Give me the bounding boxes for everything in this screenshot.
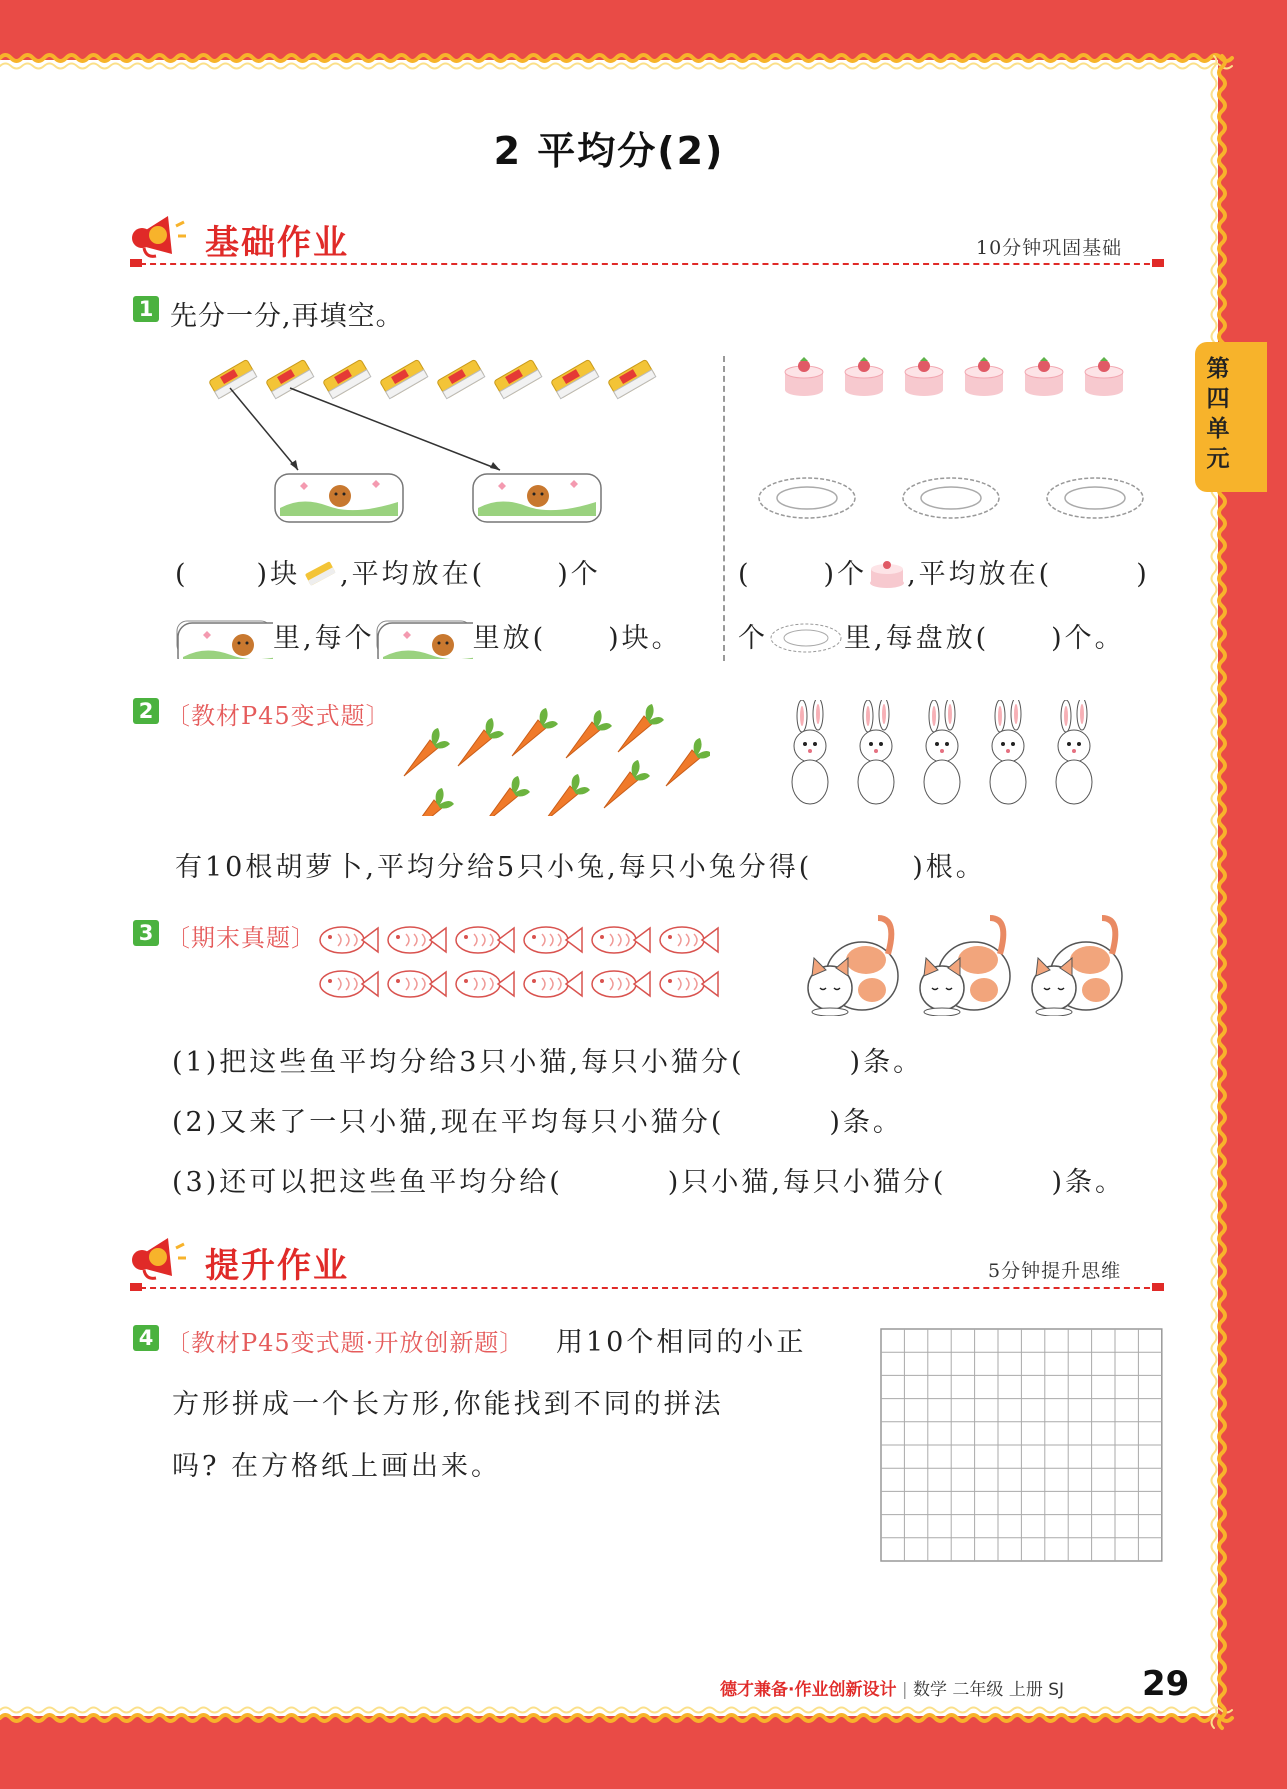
plates-row — [757, 474, 1157, 524]
fish-icon — [660, 971, 718, 997]
q2-question: 有10根胡萝卜,平均分给5只小兔,每只小兔分得( )根。 — [175, 852, 986, 883]
carrot-icon — [566, 710, 612, 758]
divider-end-right — [1152, 259, 1164, 267]
cake-icon — [785, 357, 823, 396]
carrot-icon — [512, 708, 558, 756]
carrots-group — [390, 696, 710, 816]
rabbits-row — [780, 700, 1110, 810]
eraser-icon — [551, 359, 599, 398]
fish-icon — [592, 971, 650, 997]
q3-source-tag: 〔期末真题〕 — [166, 924, 316, 952]
cat-icon — [1032, 918, 1122, 1016]
eraser-icon — [608, 359, 656, 398]
eraser-inline-icon — [300, 557, 340, 587]
fish-icon — [388, 927, 446, 953]
footer-brand: 德才兼备·作业创新设计 — [720, 1680, 897, 1700]
q3-part2: (2)又来了一只小猫,现在平均每只小猫分( )条。 — [172, 1107, 903, 1138]
q4-source-tag: 〔教材P45变式题·开放创新题〕 — [166, 1329, 525, 1357]
megaphone-icon-2 — [128, 1232, 188, 1282]
divider2-end-left — [130, 1283, 142, 1291]
footer-book-info: 数学 二年级 上册 SJ — [913, 1680, 1065, 1700]
plate-inline-icon — [768, 621, 844, 655]
carrot-icon — [458, 718, 504, 766]
rabbit-icon — [990, 700, 1026, 804]
fish-icon — [660, 927, 718, 953]
pencil-box-2 — [470, 468, 605, 528]
grid-paper[interactable] — [880, 1328, 1165, 1562]
page-title: 2 平均分(2) — [493, 129, 725, 173]
fish-icon — [388, 971, 446, 997]
q4-text-line2: 方形拼成一个长方形,你能找到不同的拼法 — [172, 1389, 724, 1420]
carrot-icon — [604, 760, 650, 808]
carrot-icon — [408, 788, 454, 816]
divider-end-left — [130, 259, 142, 267]
fish-icon — [524, 971, 582, 997]
q4-text-line3: 吗? 在方格纸上画出来。 — [172, 1451, 502, 1482]
q3-part1: (1)把这些鱼平均分给3只小猫,每只小猫分( )条。 — [172, 1047, 924, 1078]
cake-icon — [1025, 357, 1063, 396]
cake-icon — [905, 357, 943, 396]
carrot-icon — [666, 738, 710, 786]
q1-left-line1: ( )块 ,平均放在( )个 — [175, 559, 601, 590]
footer-info: 德才兼备·作业创新设计 | 数学 二年级 上册 SJ — [720, 1680, 1065, 1700]
q1-prompt: 先分一分,再填空。 — [170, 301, 404, 332]
divider2-end-right — [1152, 1283, 1164, 1291]
fish-icon — [320, 971, 378, 997]
fish-icon — [320, 927, 378, 953]
cats-row — [800, 912, 1140, 1016]
rabbit-icon — [858, 700, 894, 804]
q1-right-line1: ( )个 ,平均放在( ) — [738, 559, 1150, 590]
section-basic-subtitle: 10分钟巩固基础 — [976, 237, 1123, 259]
cake-icon — [845, 357, 883, 396]
q1-right-line2: 个 里,每盘放( )个。 — [738, 623, 1125, 654]
section-basic-divider — [140, 263, 1160, 265]
cake-icon — [1085, 357, 1123, 396]
q4-number: 4 — [133, 1325, 159, 1351]
section-advanced-divider — [140, 1287, 1160, 1289]
carrot-icon — [404, 728, 450, 776]
rabbit-icon — [792, 700, 828, 804]
cat-icon — [808, 918, 898, 1016]
cat-icon — [920, 918, 1010, 1016]
q3-part3: (3)还可以把这些鱼平均分给( )只小猫,每只小猫分( )条。 — [172, 1167, 1125, 1198]
section-advanced-subtitle: 5分钟提升思维 — [988, 1260, 1122, 1282]
section-basic-title: 基础作业 — [205, 223, 349, 263]
unit-side-label: 第四单元 — [1206, 356, 1230, 472]
q2-number: 2 — [133, 698, 159, 724]
q1-vertical-divider — [723, 356, 725, 661]
carrot-icon — [618, 704, 664, 752]
q4-text-line1: 用10个相同的小正 — [556, 1327, 807, 1358]
page-number: 29 — [1142, 1664, 1190, 1704]
fish-icon — [592, 927, 650, 953]
q1-number: 1 — [133, 296, 159, 322]
section-advanced-title: 提升作业 — [205, 1246, 349, 1286]
fish-icon — [456, 971, 514, 997]
carrot-icon — [544, 774, 590, 816]
division-arrows — [210, 380, 530, 480]
carrot-icon — [484, 776, 530, 816]
pencil-box-1 — [272, 468, 407, 528]
fish-icon — [524, 927, 582, 953]
rabbit-icon — [924, 700, 960, 804]
pencil-box-inline-icon-1 — [175, 617, 273, 659]
plate-icon — [1047, 478, 1143, 518]
cake-icon — [965, 357, 1003, 396]
plate-icon — [903, 478, 999, 518]
cake-inline-icon — [867, 557, 907, 589]
plate-icon — [759, 478, 855, 518]
q2-source-tag: 〔教材P45变式题〕 — [166, 702, 391, 730]
fish-group — [316, 920, 726, 1010]
cakes-row — [780, 350, 1170, 400]
q3-number: 3 — [133, 920, 159, 946]
fish-icon — [456, 927, 514, 953]
pencil-box-inline-icon-2 — [375, 617, 473, 659]
q1-left-line2: 里,每个 里放( )块。 — [175, 616, 682, 659]
rabbit-icon — [1056, 700, 1092, 804]
megaphone-icon — [128, 210, 188, 260]
